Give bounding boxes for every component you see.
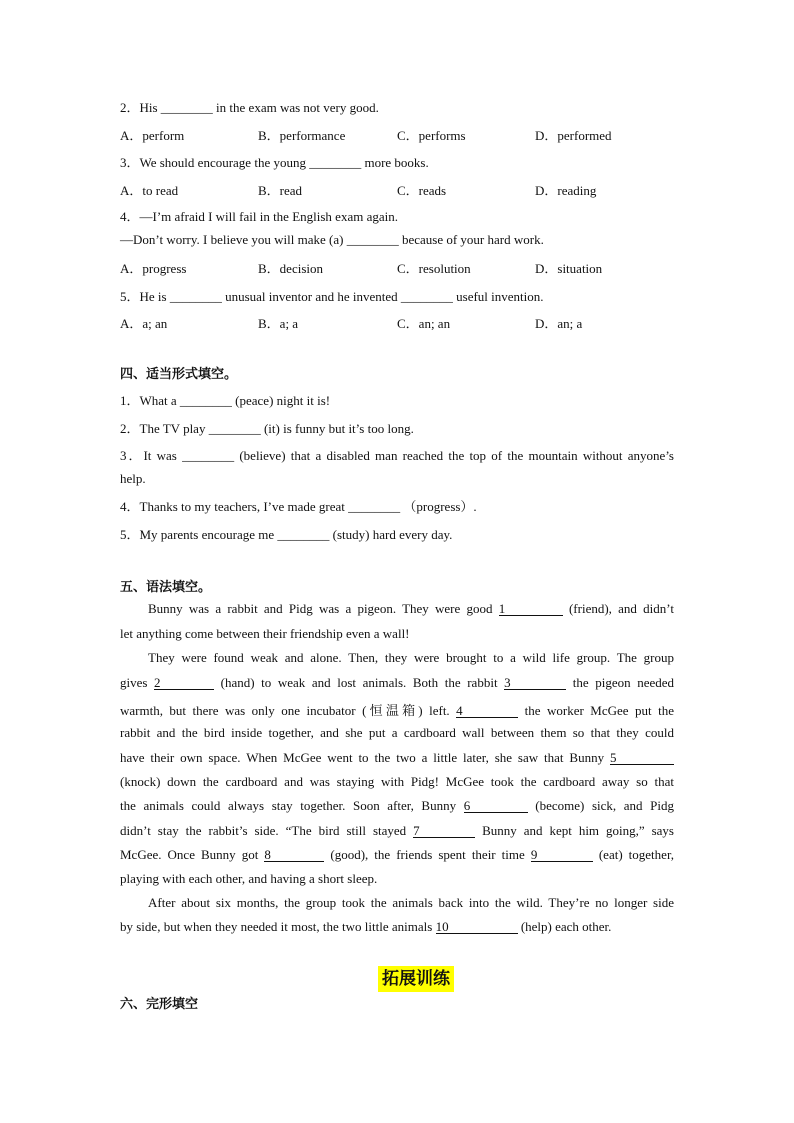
q2-option-b: B．performance (258, 128, 346, 143)
q3-option-b: B．read (258, 183, 303, 198)
passage-line-6: rabbit and the bird inside together, and she put a cardboard wall between them so that they could (120, 725, 674, 740)
q2-options (120, 125, 680, 143)
q5-option-a: A．a; an (120, 316, 168, 331)
passage-text: warmth, but there was only one incubator (恒温箱) left. (120, 703, 457, 718)
q5-option-d: D．an; a (535, 316, 583, 331)
q3-options (120, 180, 680, 198)
passage-line-3: They were found weak and alone. Then, they were brought to a wild life group. The group (148, 650, 674, 665)
s4-item-5: 5．My parents encourage me ________ (study) hard every day. (120, 527, 453, 542)
q4-options (120, 258, 680, 276)
q4-option-a: A．progress (120, 261, 187, 276)
q3-option-a: A．to read (120, 183, 179, 198)
s4-item-4: 4．Thanks to my teachers, I’ve made great ________ （progress）. (120, 499, 477, 514)
q2-option-c: C．performs (397, 128, 466, 143)
passage-text: (friend), and didn’t (562, 601, 674, 616)
q2-option-d: D．performed (535, 128, 612, 143)
s4-item-1: 1．What a ________ (peace) night it is! (120, 393, 331, 408)
passage-line-14 (120, 919, 674, 935)
passage-line-10 (120, 823, 674, 839)
blank-5: 5 (610, 751, 674, 765)
q3-option-d: D．reading (535, 183, 597, 198)
q4-option-d: D．situation (535, 261, 603, 276)
passage-text: (become) sick, and Pidg (527, 798, 674, 813)
blank-4: 4 (456, 704, 518, 718)
section5-heading: 五、语法填空。 (120, 580, 212, 595)
passage-text: by side, but when they needed it most, the two little animals (120, 919, 436, 934)
q2-option-a: A．perform (120, 128, 185, 143)
passage-text: Bunny and kept him going,” says (475, 823, 674, 838)
q4-option-c: C．resolution (397, 261, 471, 276)
blank-8: 8 (264, 848, 324, 862)
passage-line-9 (120, 798, 674, 814)
section6-heading: 六、完形填空 (120, 997, 199, 1012)
passage-text: the worker McGee put the (518, 703, 674, 718)
q4-stem-line2: —Don’t worry. I believe you will make (a) ________ because of your hard work. (120, 232, 544, 247)
passage-line-13: After about six months, the group took the animals back into the wild. They’re no longer side (148, 895, 674, 910)
blank-3: 3 (504, 676, 566, 690)
blank-2: 2 (154, 676, 214, 690)
passage-line-2: let anything come between their friendship even a wall! (120, 626, 410, 641)
q3-stem: 3．We should encourage the young ________ more books. (120, 155, 429, 170)
q4-option-b: B．decision (258, 261, 323, 276)
q5-option-c: C．an; an (397, 316, 451, 331)
passage-text: didn’t stay the rabbit’s side. “The bird still stayed (120, 823, 414, 838)
passage-text: the pigeon needed (566, 675, 675, 690)
q5-option-b: B．a; a (258, 316, 299, 331)
passage-line-5 (120, 700, 674, 719)
blank-9: 9 (531, 848, 593, 862)
passage-text: the animals could always stay together. Soon after, Bunny (120, 798, 464, 813)
s4-item-2: 2．The TV play ________ (it) is funny but it’s too long. (120, 421, 414, 436)
passage-text: (good), the friends spent their time (324, 847, 531, 862)
passage-text: have their own space. When McGee went to the two a little later, she saw that Bunny (120, 750, 610, 765)
s4-item-3: 3．It was ________ (believe) that a disabled man reached the top of the mountain without anyone’s (120, 448, 674, 463)
blank-7: 7 (413, 824, 475, 838)
q5-stem: 5．He is ________ unusual inventor and he invented ________ useful invention. (120, 289, 544, 304)
passage-text: (help) each other. (517, 919, 612, 934)
s4-item-3-cont: help. (120, 471, 146, 486)
passage-text: McGee. Once Bunny got (120, 847, 265, 862)
passage-text: Bunny was a rabbit and Pidg was a pigeon. They were good (148, 601, 499, 616)
q4-stem-line1: 4．—I’m afraid I will fail in the English exam again. (120, 209, 398, 224)
blank-6: 6 (464, 799, 528, 813)
passage-line-12: playing with each other, and having a short sleep. (120, 871, 378, 886)
section4-heading: 四、适当形式填空。 (120, 367, 238, 382)
passage-line-7 (120, 750, 674, 766)
passage-text: gives (120, 675, 155, 690)
passage-line-4 (120, 675, 674, 691)
passage-line-1 (120, 601, 674, 617)
q2-stem: 2．His ________ in the exam was not very good. (120, 100, 379, 115)
passage-text: (hand) to weak and lost animals. Both the rabbit (214, 675, 505, 690)
blank-1: 1 (499, 602, 563, 616)
passage-line-8: (knock) down the cardboard and was staying with Pidg! McGee took the cardboard away so that (120, 774, 674, 789)
extension-title: 拓展训练 (378, 966, 454, 992)
q3-option-c: C．reads (397, 183, 447, 198)
passage-line-11 (120, 847, 674, 863)
blank-10: 10 (436, 920, 518, 934)
q5-options (120, 313, 680, 331)
passage-text: (eat) together, (592, 847, 675, 862)
